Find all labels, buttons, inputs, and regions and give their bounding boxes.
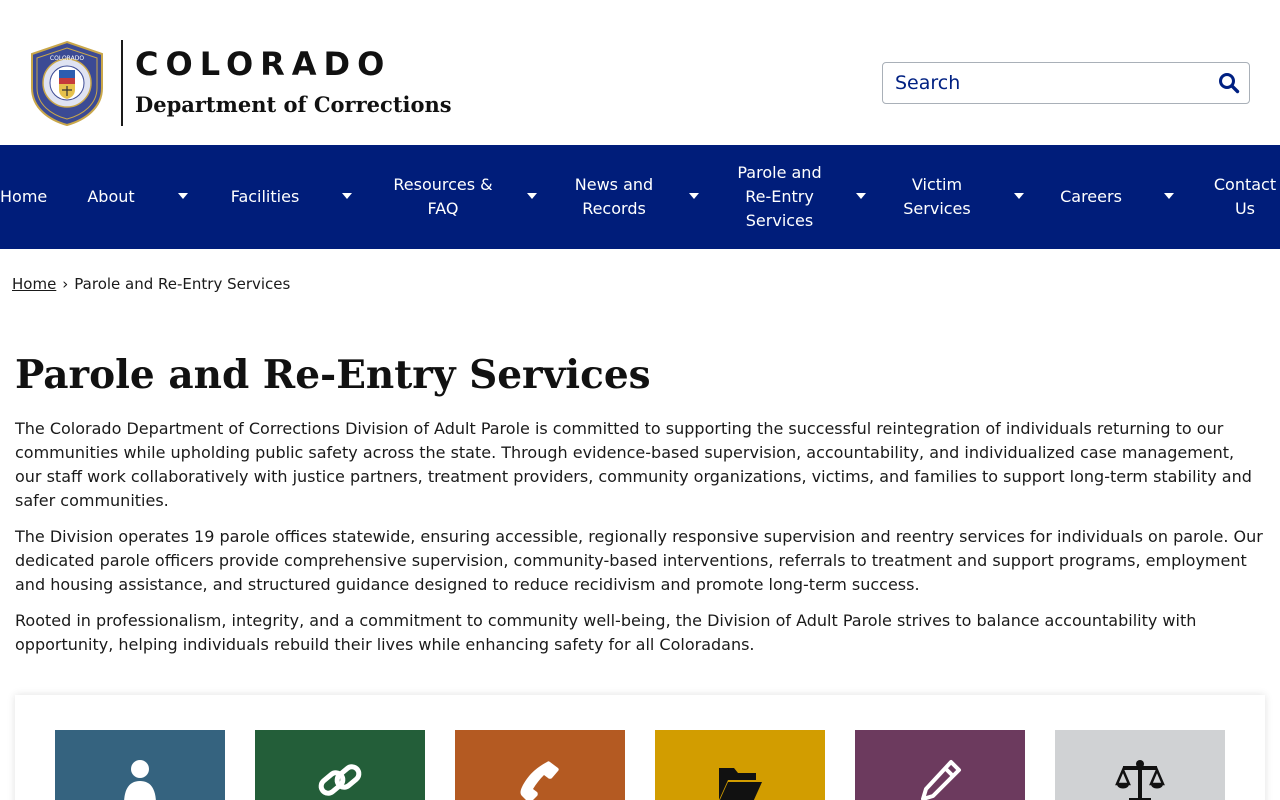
search-button[interactable] <box>1217 71 1241 95</box>
quick-link-tile-link[interactable] <box>255 730 425 800</box>
nav-item-careers[interactable]: Careers <box>1060 187 1122 206</box>
nav-item-resources-faq[interactable]: Resources & FAQ <box>393 175 493 218</box>
main-nav <box>0 145 1280 249</box>
pencil-icon <box>917 758 963 800</box>
quick-link-tile-folder[interactable] <box>655 730 825 800</box>
parole-dropdown-caret-icon[interactable] <box>856 193 866 199</box>
quick-link-tile-person[interactable] <box>55 730 225 800</box>
intro-paragraph-3: Rooted in professionalism, integrity, and a commitment to community well-being, the Division of Adult Parole strives to balance accountability with opportunity, helping individuals rebuild their lives while enhancing safety for all Coloradans. <box>15 611 1197 654</box>
breadcrumb-separator: › <box>62 275 69 293</box>
svg-text:COLORADO: COLORADO <box>49 55 85 62</box>
quick-link-tile-phone[interactable] <box>455 730 625 800</box>
search-icon <box>1218 72 1240 94</box>
intro-paragraph-2: The Division operates 19 parole offices statewide, ensuring accessible, regionally responsive supervision and reentry services for individuals on parole. Our dedicated parole officers provide comprehensive supervision, community-based interventions, referrals to treatment and support programs, employment and housing assistance, and structured guidance designed to reduce recidivism and promote long-term success. <box>15 527 1263 594</box>
about-dropdown-caret-icon[interactable] <box>178 193 188 199</box>
breadcrumb <box>12 273 290 295</box>
resources-dropdown-caret-icon[interactable] <box>527 193 537 199</box>
breadcrumb-current: Parole and Re-Entry Services <box>74 275 291 293</box>
brand-subtitle[interactable]: Department of Corrections <box>135 92 452 117</box>
quick-link-tile-scales[interactable] <box>1055 730 1225 800</box>
nav-item-about[interactable]: About <box>87 187 135 206</box>
person-icon <box>120 758 160 800</box>
intro-paragraph-1: The Colorado Department of Corrections Division of Adult Parole is committed to supporting the successful reintegration of individuals returning to our communities while upholding public safety across the state. Through evidence-based supervision, accountability, and individualized case management, our staff work collaboratively with justice partners, treatment providers, community organizations, victims, and families to support long-term stability and safer communities. <box>15 419 1252 510</box>
nav-item-parole-reentry[interactable]: Parole and Re-Entry Services <box>737 163 822 230</box>
nav-item-facilities[interactable]: Facilities <box>230 187 300 206</box>
facilities-dropdown-caret-icon[interactable] <box>342 193 352 199</box>
careers-dropdown-caret-icon[interactable] <box>1164 193 1174 199</box>
brand-title[interactable]: COLORADO <box>135 45 392 83</box>
brand-divider <box>121 40 123 126</box>
phone-icon <box>518 758 562 800</box>
nav-item-victim-services[interactable]: Victim Services <box>903 175 971 218</box>
nav-item-news-records[interactable]: News and Records <box>574 175 654 218</box>
folder-open-icon <box>716 758 764 800</box>
cdoc-seal-logo[interactable] <box>29 40 105 126</box>
scales-icon <box>1115 758 1165 800</box>
link-icon <box>316 758 364 800</box>
search-input[interactable] <box>883 63 1203 103</box>
nav-item-home[interactable]: Home <box>0 187 48 206</box>
site-header <box>0 0 1280 145</box>
quick-link-tile-pencil[interactable] <box>855 730 1025 800</box>
news-dropdown-caret-icon[interactable] <box>689 193 699 199</box>
nav-item-contact-us[interactable]: Contact Us <box>1213 175 1277 218</box>
breadcrumb-home-link[interactable]: Home <box>12 275 57 293</box>
victim-dropdown-caret-icon[interactable] <box>1014 193 1024 199</box>
search-box <box>882 62 1250 104</box>
page-title: Parole and Re-Entry Services <box>15 352 651 398</box>
